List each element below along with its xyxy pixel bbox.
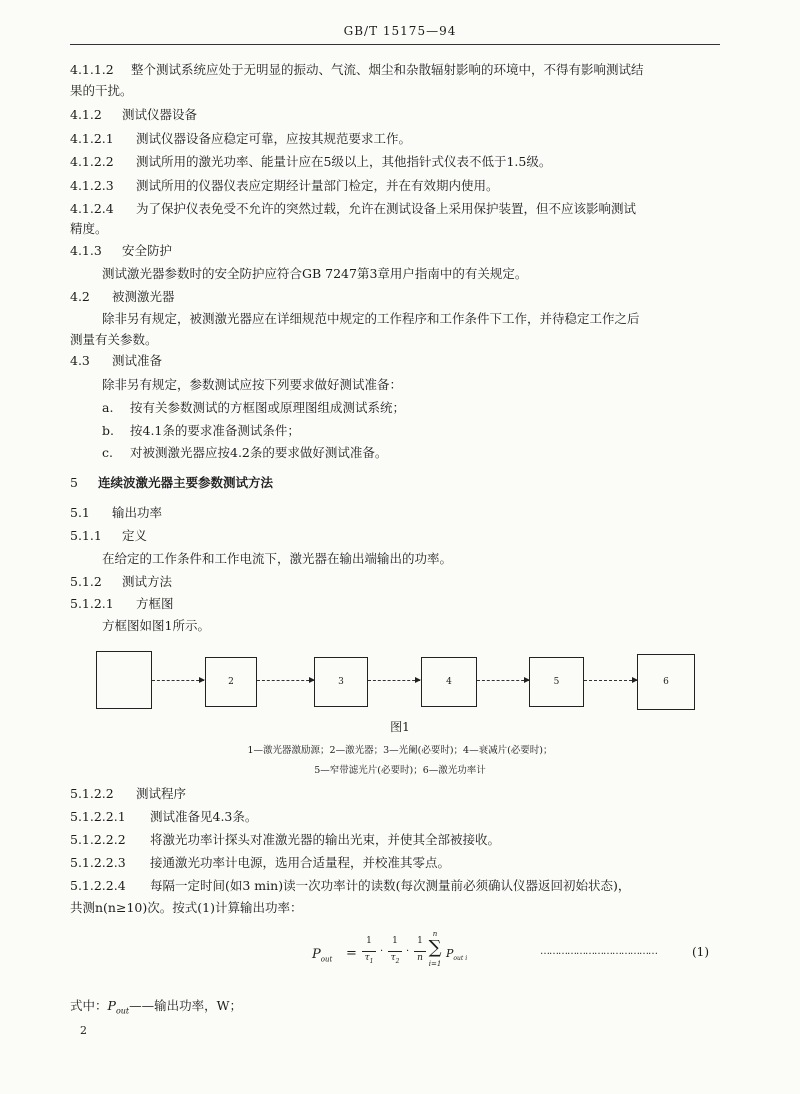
clause-number: 5.1.2.1 <box>70 596 114 611</box>
figure-title: 图1 <box>390 720 410 734</box>
formula-dot-1: · <box>380 946 384 957</box>
clause-text: 接通激光功率计电源，选用合适量程，并校准其零点。 <box>150 855 451 870</box>
header-rule <box>70 44 720 45</box>
clause-number: 5.1.2.2.2 <box>70 832 126 847</box>
clause-text: 共测n(n≥10)次。按式(1)计算输出功率： <box>70 900 303 915</box>
diagram-box-1 <box>96 651 152 709</box>
formula-lhs: $P_{out}$ <box>312 947 333 964</box>
diagram-arrow-3 <box>368 680 420 681</box>
diagram-arrow-4 <box>477 680 529 681</box>
clause-number: 4.1.2.3 <box>70 178 114 193</box>
clause-text: 将激光功率计探头对准激光器的输出光束，并使其全部被接收。 <box>150 832 501 847</box>
formula-t3-den: n <box>417 953 423 963</box>
formula-dot-2: · <box>406 946 410 957</box>
clause-number: 5 <box>70 475 78 490</box>
formula-1 <box>312 930 732 978</box>
clause-text: 输出功率 <box>112 505 163 520</box>
clause-text: 测试所用的激光功率、能量计应在5级以上，其他指针式仪表不低于1.5级。 <box>136 154 552 169</box>
formula-summand: $P_{out i}$ <box>446 947 468 963</box>
clause-text: 方框图 <box>136 596 174 611</box>
diagram-box-3: 3 <box>314 657 368 707</box>
formula-t1-num: 1 <box>366 936 372 946</box>
clause-text: 被测激光器 <box>112 289 175 304</box>
clause-number: 4.2 <box>70 289 90 304</box>
standard-header: GB/T 15175—94 <box>343 24 457 38</box>
diagram-arrow-2 <box>257 680 314 681</box>
clause-text: 为了保护仪表免受不允许的突然过载，允许在测试设备上采用保护装置，但不应该影响测试 <box>136 201 637 216</box>
clause-number: 4.3 <box>70 353 90 368</box>
clause-number: 5.1.2.2.1 <box>70 809 126 824</box>
clause-number: 5.1 <box>70 505 90 520</box>
clause-number: 4.1.3 <box>70 243 102 258</box>
clause-text: 精度。 <box>70 221 108 236</box>
clause-text: 按有关参数测试的方框图或原理图组成测试系统； <box>130 400 406 415</box>
clause-text: 安全防护 <box>122 243 173 258</box>
clause-text: 测试仪器设备 <box>122 107 198 122</box>
clause-number: 5.1.2.2.3 <box>70 855 126 870</box>
clause-text: 测试所用的仪器仪表应定期经计量部门检定，并在有效期内使用。 <box>136 178 499 193</box>
where-symbol: $P_{out}$ <box>107 998 130 1016</box>
clause-text: 按4.1条的要求准备测试条件； <box>130 423 300 438</box>
clause-text: 对被测激光器应按4.2条的要求做好测试准备。 <box>130 445 388 460</box>
clause-number: 5.1.2.2.4 <box>70 878 126 893</box>
formula-equals: = <box>346 946 357 961</box>
clause-number: 4.1.2 <box>70 107 102 122</box>
formula-t2-bar <box>388 951 402 952</box>
formula-sum-upper: n <box>432 930 438 938</box>
clause-text: 测试准备见4.3条。 <box>150 809 258 824</box>
page-number: 2 <box>80 1024 87 1037</box>
diagram-arrow-5 <box>584 680 637 681</box>
formula-t3-bar <box>414 951 426 952</box>
formula-sum-lower: i=1 <box>428 960 442 968</box>
diagram-arrow-1 <box>152 680 204 681</box>
clause-number: b. <box>102 423 114 438</box>
summation-sign: ∑ <box>428 937 442 958</box>
clause-text: 测试激光器参数时的安全防护应符合GB 7247第3章用户指南中的有关规定。 <box>102 266 528 281</box>
formula-leader: ………………………………… <box>540 946 657 957</box>
diagram-box-2: 2 <box>205 657 257 707</box>
clause-text: 连续波激光器主要参数测试方法 <box>98 475 274 490</box>
clause-number: a. <box>102 400 114 415</box>
formula-t2-num: 1 <box>392 936 398 946</box>
clause-text: 除非另有规定，参数测试应按下列要求做好测试准备： <box>102 377 403 392</box>
figure-caption-line-2: 5—窄带滤光片(必要时)；6—激光功率计 <box>314 765 486 776</box>
clause-text: 果的干扰。 <box>70 83 133 98</box>
clause-text: 整个测试系统应处于无明显的振动、气流、烟尘和杂散辐射影响的环境中，不得有影响测试结 <box>131 62 644 77</box>
clause-text: 在给定的工作条件和工作电流下，激光器在输出端输出的功率。 <box>102 551 453 566</box>
clause-text: 测试仪器设备应稳定可靠，应按其规范要求工作。 <box>136 131 412 146</box>
clause-text: 测试方法 <box>122 574 173 589</box>
figure-caption-line-1: 1—激光器激励源；2—激光器；3—光阑(必要时)；4—衰减片(必要时)； <box>247 745 553 756</box>
formula-t2-den: $\tau_2$ <box>390 953 400 965</box>
clause-number: c. <box>102 445 113 460</box>
clause-number: 5.1.1 <box>70 528 102 543</box>
where-clause: 式中：$P_{out}——$输出功率，W； <box>70 998 242 1016</box>
clause-text: 测试程序 <box>136 786 187 801</box>
diagram-box-4: 4 <box>421 657 477 707</box>
clause-number: 4.1.2.2 <box>70 154 114 169</box>
clause-text: 方框图如图1所示。 <box>102 618 210 633</box>
clause-number: 5.1.2.2 <box>70 786 114 801</box>
clause-text: 定义 <box>122 528 148 543</box>
clause-text: 每隔一定时间(如3 min)读一次功率计的读数(每次测量前必须确认仪器返回初始状态)， <box>150 878 631 893</box>
clause-text: 除非另有规定，被测激光器应在详细规范中规定的工作程序和工作条件下工作，并待稳定工作之后 <box>102 311 640 326</box>
clause-number: 4.1.1.2 <box>70 62 114 77</box>
diagram-box-5: 5 <box>529 657 584 707</box>
formula-t1-den: $\tau_1$ <box>364 953 374 965</box>
clause-number: 4.1.2.1 <box>70 131 114 146</box>
diagram-box-6: 6 <box>637 654 695 710</box>
clause-number: 4.1.2.4 <box>70 201 114 216</box>
formula-t3-num: 1 <box>417 936 423 946</box>
clause-text: 测试准备 <box>112 353 163 368</box>
formula-t1-bar <box>362 951 376 952</box>
clause-text: 测量有关参数。 <box>70 332 158 347</box>
formula-number: (1) <box>692 945 709 959</box>
clause-number: 5.1.2 <box>70 574 102 589</box>
